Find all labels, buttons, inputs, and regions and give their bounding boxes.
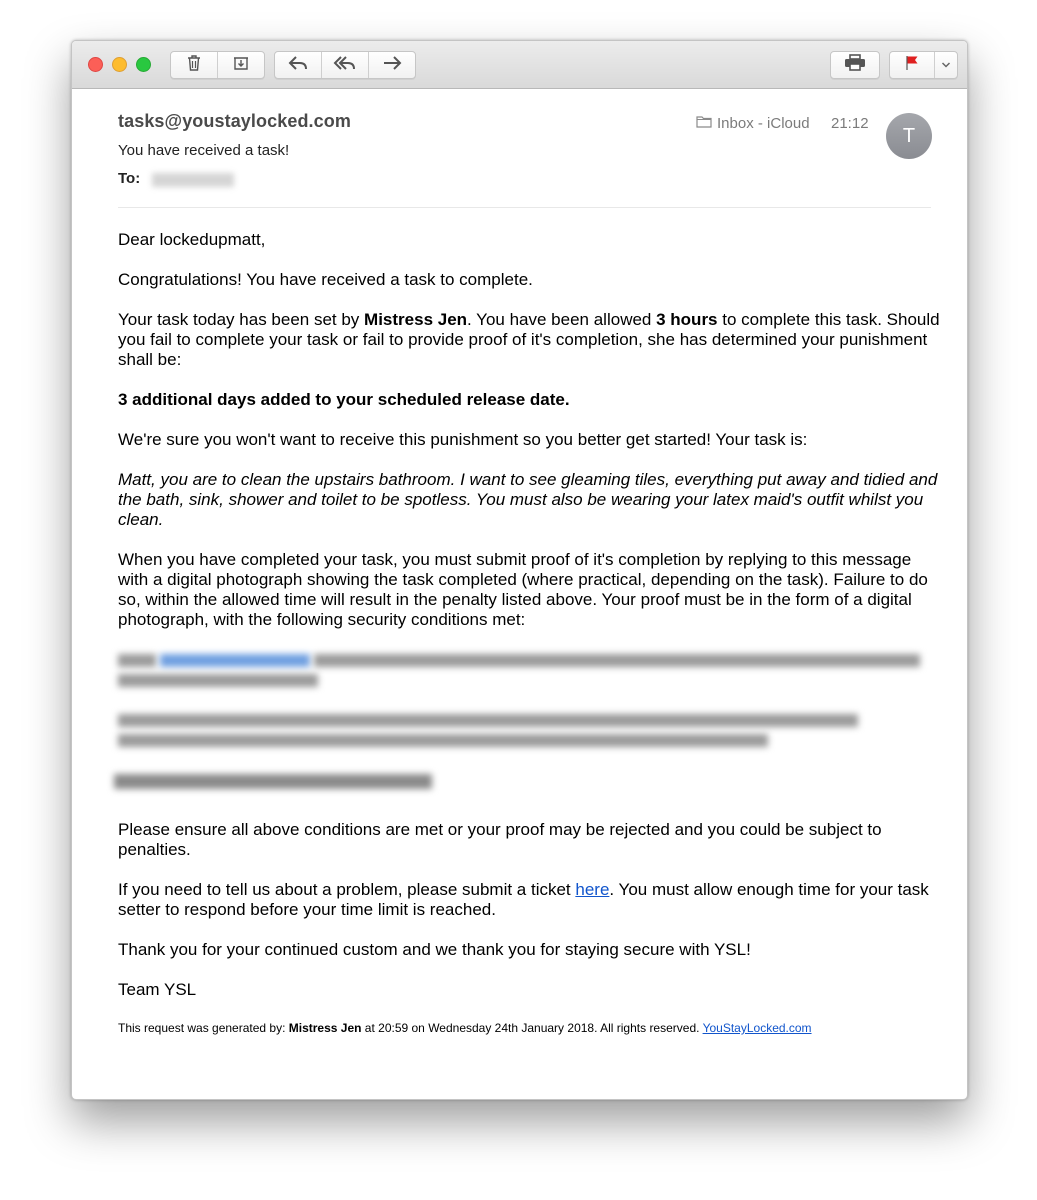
flag-button[interactable] — [890, 52, 935, 78]
minimize-window-button[interactable] — [112, 57, 127, 72]
footer-note — [118, 1020, 943, 1036]
folder-icon — [696, 115, 712, 132]
text-fragment: Your task today has been set by — [118, 310, 365, 329]
reply-icon — [288, 55, 308, 76]
message-body — [118, 230, 943, 1036]
subject-line: You have received a task! — [118, 142, 290, 159]
ticket-link[interactable]: here — [575, 880, 610, 899]
punishment: 3 additional days added to your scheduled release date. — [118, 390, 570, 409]
flag-menu-button[interactable] — [935, 52, 957, 78]
punishment-paragraph — [118, 390, 943, 410]
sender-address[interactable]: tasks@youstaylocked.com — [118, 111, 351, 131]
close-window-button[interactable] — [88, 57, 103, 72]
flag-group — [889, 51, 958, 79]
print-button[interactable] — [831, 52, 879, 78]
header-divider — [118, 207, 931, 208]
reply-all-icon — [333, 55, 357, 76]
time-allowed: 3 hours — [656, 310, 718, 329]
redacted-condition-2 — [118, 710, 943, 750]
site-link[interactable]: YouStayLocked.com — [702, 1021, 812, 1035]
footer-setter: Mistress Jen — [288, 1021, 362, 1035]
task-paragraph — [118, 470, 943, 530]
task-setter-paragraph — [118, 310, 943, 370]
redacted-condition-3 — [118, 770, 943, 800]
reply-button[interactable] — [275, 52, 322, 78]
archive-icon — [232, 54, 250, 77]
proof-paragraph: When you have completed your task, you must submit proof of it's completion by replying to this message with a digital photograph showing the task completed (where practical, depending on the task). Failure to do so, within the allowed time will result in the penalty listed above. Your proof must be in the form of a digital photograph, with the following security conditions met: — [118, 550, 928, 629]
print-group — [830, 51, 880, 79]
delete-archive-group — [170, 51, 265, 79]
trash-icon — [186, 54, 202, 77]
flag-icon — [905, 55, 919, 76]
ensure-paragraph: Please ensure all above conditions are met or your proof may be rejected and you could be subject to penalties. — [118, 820, 882, 859]
setter-name: Mistress Jen — [364, 310, 468, 329]
mailbox-location[interactable] — [696, 115, 810, 132]
to-label: To: — [118, 170, 141, 187]
mailbox-label: Inbox - iCloud — [717, 115, 810, 132]
task-text: Matt, you are to clean the upstairs bathroom. I want to see gleaming tiles, everything put away and tidied and the bath, sink, shower and toilet to be spotless. You must also be wearing your latex maid's outfit whilst you clean. — [118, 470, 938, 529]
forward-button[interactable] — [369, 52, 415, 78]
mail-window — [71, 40, 968, 1100]
zoom-window-button[interactable] — [136, 57, 151, 72]
text-fragment: . You have been allowed — [467, 310, 657, 329]
recipient-redacted — [152, 173, 234, 187]
archive-button[interactable] — [218, 52, 264, 78]
toolbar — [72, 41, 967, 89]
text-fragment: If you need to tell us about a problem, please submit a ticket — [118, 880, 576, 899]
delete-button[interactable] — [171, 52, 218, 78]
congrats-paragraph: Congratulations! You have received a task to complete. — [118, 270, 533, 289]
print-icon — [844, 54, 866, 77]
forward-icon — [382, 55, 402, 76]
chevron-down-icon — [941, 56, 951, 74]
thanks-paragraph: Thank you for your continued custom and we thank you for staying secure with YSL! — [118, 940, 751, 959]
text-fragment: to complete this task. Should you fail to complete your task or fail to provide proof of it's completion, she has determined your punishment shall be: — [118, 310, 940, 369]
task-intro-paragraph: We're sure you won't want to receive this punishment so you better get started! Your task is: — [118, 430, 808, 449]
ticket-paragraph — [118, 880, 943, 920]
message-time: 21:12 — [831, 115, 869, 132]
redacted-condition-1 — [118, 650, 943, 690]
reply-group — [274, 51, 416, 79]
signoff: Team YSL — [118, 980, 197, 999]
text-fragment: This request was generated by: — [118, 1021, 289, 1035]
avatar: T — [886, 113, 932, 159]
reply-all-button[interactable] — [322, 52, 369, 78]
text-fragment: at 20:59 on Wednesday 24th January 2018. All rights reserved. — [361, 1021, 703, 1035]
text-fragment: . You must allow enough time for your task setter to respond before your time limit is reached. — [118, 880, 929, 919]
greeting: Dear lockedupmatt, — [118, 230, 266, 249]
